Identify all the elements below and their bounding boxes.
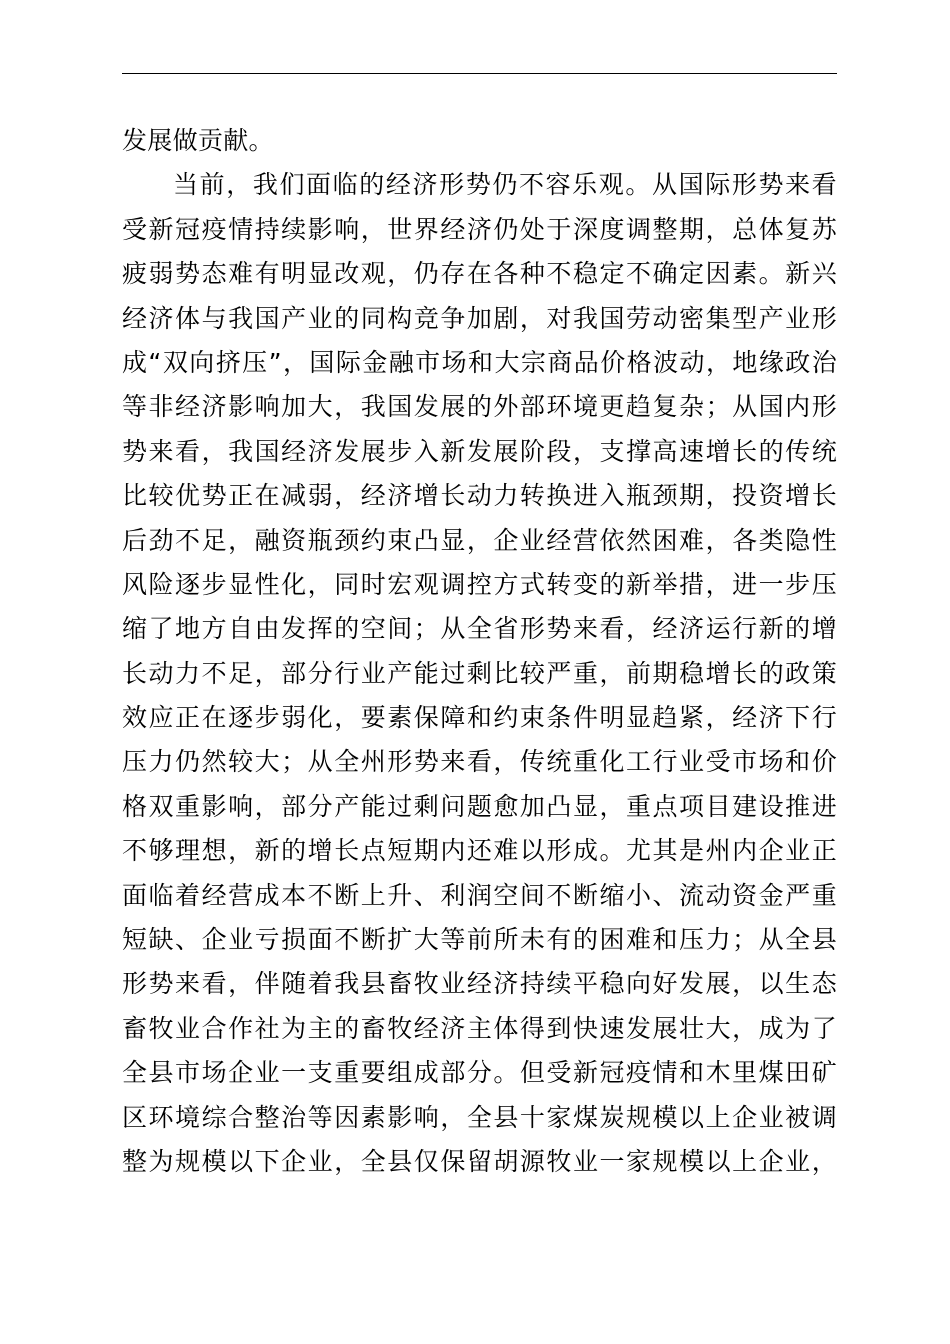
text-line: 后劲不足，融资瓶颈约束凸显，企业经营依然困难，各类隐性	[122, 525, 837, 555]
text-line: 势来看，我国经济发展步入新发展阶段，支撑高速增长的传统	[122, 436, 837, 466]
text-line: 受新冠疫情持续影响，世界经济仍处于深度调整期，总体复苏	[122, 214, 837, 244]
text-line: 疲弱势态难有明显改观，仍存在各种不稳定不确定因素。新兴	[122, 259, 837, 289]
text-line: 等非经济影响加大，我国发展的外部环境更趋复杂；从国内形	[122, 392, 837, 422]
text-line: 发展做贡献。	[122, 126, 274, 155]
text-line: 面临着经营成本不断上升、利润空间不断缩小、流动资金严重	[122, 880, 837, 910]
text-line: 不够理想，新的增长点短期内还难以形成。尤其是州内企业正	[122, 836, 837, 866]
document-body	[122, 119, 837, 1184]
text-line: 压力仍然较大；从全州形势来看，传统重化工行业受市场和价	[122, 747, 837, 777]
text-line: 风险逐步显性化，同时宏观调控方式转变的新举措，进一步压	[122, 569, 837, 599]
text-line: 比较优势正在减弱，经济增长动力转换进入瓶颈期，投资增长	[122, 481, 837, 511]
text-line: 畜牧业合作社为主的畜牧经济主体得到快速发展壮大，成为了	[122, 1013, 837, 1043]
text-line: 形势来看，伴随着我县畜牧业经济持续平稳向好发展，以生态	[122, 969, 837, 999]
text-line: 成“双向挤压”，国际金融市场和大宗商品价格波动，地缘政治	[122, 347, 837, 377]
text-line: 格双重影响，部分产能过剩问题愈加凸显，重点项目建设推进	[122, 791, 837, 821]
text-line: 效应正在逐步弱化，要素保障和约束条件明显趋紧，经济下行	[122, 703, 837, 733]
text-line: 整为规模以下企业，全县仅保留胡源牧业一家规模以上企业，	[122, 1146, 837, 1176]
text-line: 短缺、企业亏损面不断扩大等前所未有的困难和压力；从全县	[122, 925, 837, 955]
text-line: 区环境综合整治等因素影响，全县十家煤炭规模以上企业被调	[122, 1102, 837, 1132]
text-line: 长动力不足，部分行业产能过剩比较严重，前期稳增长的政策	[122, 658, 837, 688]
text-line: 当前，我们面临的经济形势仍不容乐观。从国际形势来看	[173, 170, 837, 200]
text-line: 经济体与我国产业的同构竞争加剧，对我国劳动密集型产业形	[122, 303, 837, 333]
header-rule	[122, 73, 837, 74]
text-line: 全县市场企业一支重要组成部分。但受新冠疫情和木里煤田矿	[122, 1058, 837, 1088]
text-line: 缩了地方自由发挥的空间；从全省形势来看，经济运行新的增	[122, 614, 837, 644]
